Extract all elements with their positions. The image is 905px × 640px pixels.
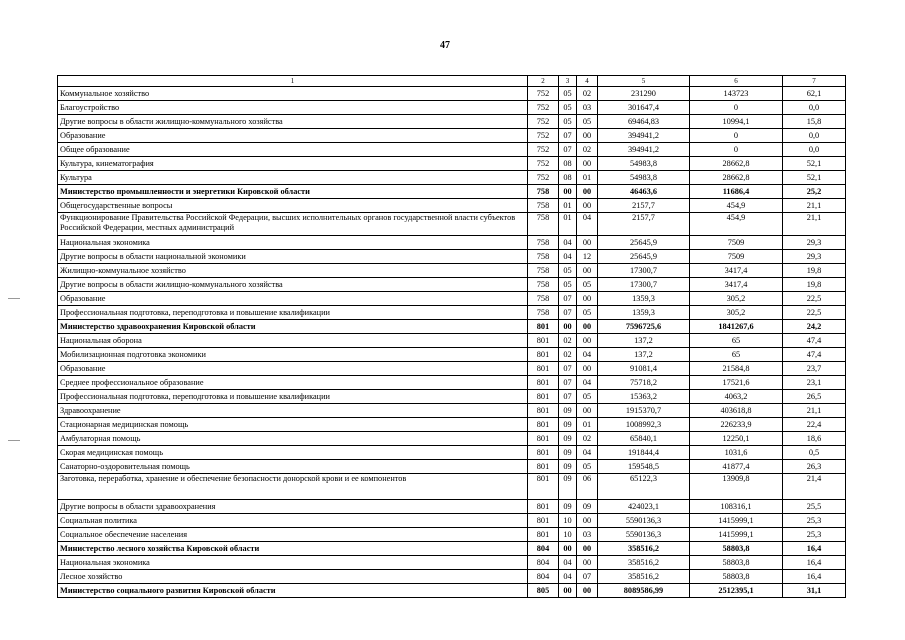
row-name-cell: Другие вопросы в области жилищно-коммунального хозяйства <box>58 278 528 292</box>
plan-amount-cell: 2157,7 <box>598 199 690 213</box>
code-subsection-cell: 00 <box>577 320 598 334</box>
code-admin-cell: 752 <box>528 143 559 157</box>
table-row <box>58 542 846 556</box>
percent-cell: 22,4 <box>783 418 846 432</box>
row-name-cell: Социальное обеспечение населения <box>58 528 528 542</box>
plan-amount-cell: 1359,3 <box>598 306 690 320</box>
actual-amount-cell: 21584,8 <box>690 362 783 376</box>
percent-cell: 21,1 <box>783 213 846 236</box>
code-admin-cell: 801 <box>528 528 559 542</box>
code-admin-cell: 801 <box>528 474 559 500</box>
table-row <box>58 570 846 584</box>
code-section-cell: 09 <box>559 474 577 500</box>
code-subsection-cell: 00 <box>577 404 598 418</box>
code-admin-cell: 801 <box>528 460 559 474</box>
code-subsection-cell: 09 <box>577 500 598 514</box>
code-section-cell: 09 <box>559 432 577 446</box>
code-admin-cell: 805 <box>528 584 559 598</box>
column-header: 3 <box>559 76 577 87</box>
code-admin-cell: 801 <box>528 334 559 348</box>
plan-amount-cell: 25645,9 <box>598 250 690 264</box>
row-name-cell: Функционирование Правительства Российской Федерации, высших исполнительных органов государственной власти субъектов Российской Федерации, местных администраций <box>58 213 528 236</box>
code-subsection-cell: 06 <box>577 474 598 500</box>
column-header: 5 <box>598 76 690 87</box>
table-row <box>58 185 846 199</box>
plan-amount-cell: 191844,4 <box>598 446 690 460</box>
row-name-cell: Национальная экономика <box>58 556 528 570</box>
code-admin-cell: 804 <box>528 542 559 556</box>
percent-cell: 19,8 <box>783 264 846 278</box>
code-subsection-cell: 02 <box>577 143 598 157</box>
row-name-cell: Министерство промышленности и энергетики Кировской области <box>58 185 528 199</box>
row-name-cell: Стационарная медицинская помощь <box>58 418 528 432</box>
code-section-cell: 04 <box>559 236 577 250</box>
code-subsection-cell: 00 <box>577 334 598 348</box>
table-header-row <box>58 76 846 87</box>
code-admin-cell: 758 <box>528 264 559 278</box>
row-name-cell: Благоустройство <box>58 101 528 115</box>
scan-mark <box>8 440 20 441</box>
column-header: 7 <box>783 76 846 87</box>
row-name-cell: Министерство социального развития Кировской области <box>58 584 528 598</box>
row-name-cell: Образование <box>58 292 528 306</box>
percent-cell: 22,5 <box>783 306 846 320</box>
plan-amount-cell: 231290 <box>598 87 690 101</box>
actual-amount-cell: 28662,8 <box>690 171 783 185</box>
code-section-cell: 05 <box>559 87 577 101</box>
percent-cell: 52,1 <box>783 171 846 185</box>
table-row <box>58 157 846 171</box>
code-section-cell: 08 <box>559 171 577 185</box>
actual-amount-cell: 17521,6 <box>690 376 783 390</box>
row-name-cell: Социальная политика <box>58 514 528 528</box>
code-admin-cell: 801 <box>528 446 559 460</box>
code-subsection-cell: 05 <box>577 278 598 292</box>
percent-cell: 19,8 <box>783 278 846 292</box>
actual-amount-cell: 305,2 <box>690 292 783 306</box>
row-name-cell: Мобилизационная подготовка экономики <box>58 348 528 362</box>
percent-cell: 0,0 <box>783 101 846 115</box>
code-subsection-cell: 03 <box>577 528 598 542</box>
row-name-cell: Лесное хозяйство <box>58 570 528 584</box>
table-row <box>58 199 846 213</box>
code-section-cell: 09 <box>559 446 577 460</box>
percent-cell: 62,1 <box>783 87 846 101</box>
actual-amount-cell: 0 <box>690 143 783 157</box>
code-section-cell: 07 <box>559 129 577 143</box>
code-admin-cell: 752 <box>528 115 559 129</box>
code-subsection-cell: 00 <box>577 236 598 250</box>
row-name-cell: Культура <box>58 171 528 185</box>
code-admin-cell: 801 <box>528 376 559 390</box>
table-body <box>58 87 846 598</box>
percent-cell: 26,3 <box>783 460 846 474</box>
code-admin-cell: 758 <box>528 199 559 213</box>
row-name-cell: Заготовка, переработка, хранение и обеспечение безопасности донорской крови и ее компонентов <box>58 474 528 500</box>
plan-amount-cell: 2157,7 <box>598 213 690 236</box>
plan-amount-cell: 358516,2 <box>598 542 690 556</box>
actual-amount-cell: 28662,8 <box>690 157 783 171</box>
row-name-cell: Коммунальное хозяйство <box>58 87 528 101</box>
code-subsection-cell: 07 <box>577 570 598 584</box>
plan-amount-cell: 54983,8 <box>598 171 690 185</box>
plan-amount-cell: 5590136,3 <box>598 528 690 542</box>
plan-amount-cell: 394941,2 <box>598 129 690 143</box>
row-name-cell: Профессиональная подготовка, переподготовка и повышение квалификации <box>58 306 528 320</box>
table-row <box>58 334 846 348</box>
code-subsection-cell: 00 <box>577 292 598 306</box>
row-name-cell: Другие вопросы в области здравоохранения <box>58 500 528 514</box>
plan-amount-cell: 7596725,6 <box>598 320 690 334</box>
code-admin-cell: 752 <box>528 129 559 143</box>
code-admin-cell: 801 <box>528 320 559 334</box>
plan-amount-cell: 65840,1 <box>598 432 690 446</box>
code-admin-cell: 758 <box>528 250 559 264</box>
code-admin-cell: 758 <box>528 213 559 236</box>
code-section-cell: 07 <box>559 292 577 306</box>
row-name-cell: Другие вопросы в области жилищно-коммунального хозяйства <box>58 115 528 129</box>
plan-amount-cell: 17300,7 <box>598 264 690 278</box>
actual-amount-cell: 108316,1 <box>690 500 783 514</box>
actual-amount-cell: 4063,2 <box>690 390 783 404</box>
code-section-cell: 10 <box>559 528 577 542</box>
actual-amount-cell: 13909,8 <box>690 474 783 500</box>
percent-cell: 25,2 <box>783 185 846 199</box>
code-subsection-cell: 03 <box>577 101 598 115</box>
code-subsection-cell: 00 <box>577 157 598 171</box>
code-admin-cell: 752 <box>528 157 559 171</box>
percent-cell: 31,1 <box>783 584 846 598</box>
percent-cell: 16,4 <box>783 570 846 584</box>
code-section-cell: 09 <box>559 460 577 474</box>
code-section-cell: 08 <box>559 157 577 171</box>
code-section-cell: 00 <box>559 320 577 334</box>
plan-amount-cell: 1915370,7 <box>598 404 690 418</box>
code-subsection-cell: 04 <box>577 213 598 236</box>
code-admin-cell: 801 <box>528 432 559 446</box>
actual-amount-cell: 226233,9 <box>690 418 783 432</box>
actual-amount-cell: 41877,4 <box>690 460 783 474</box>
table-row <box>58 474 846 500</box>
code-admin-cell: 758 <box>528 236 559 250</box>
plan-amount-cell: 301647,4 <box>598 101 690 115</box>
page-number: 47 <box>440 40 450 51</box>
row-name-cell: Профессиональная подготовка, переподготовка и повышение квалификации <box>58 390 528 404</box>
actual-amount-cell: 1415999,1 <box>690 514 783 528</box>
code-admin-cell: 801 <box>528 500 559 514</box>
table-row <box>58 390 846 404</box>
actual-amount-cell: 58803,8 <box>690 542 783 556</box>
table-row <box>58 362 846 376</box>
plan-amount-cell: 17300,7 <box>598 278 690 292</box>
code-subsection-cell: 00 <box>577 556 598 570</box>
row-name-cell: Среднее профессиональное образование <box>58 376 528 390</box>
plan-amount-cell: 1359,3 <box>598 292 690 306</box>
percent-cell: 23,1 <box>783 376 846 390</box>
code-subsection-cell: 02 <box>577 87 598 101</box>
code-section-cell: 07 <box>559 143 577 157</box>
code-section-cell: 01 <box>559 199 577 213</box>
code-subsection-cell: 12 <box>577 250 598 264</box>
percent-cell: 23,7 <box>783 362 846 376</box>
plan-amount-cell: 137,2 <box>598 348 690 362</box>
plan-amount-cell: 424023,1 <box>598 500 690 514</box>
table-row <box>58 404 846 418</box>
code-subsection-cell: 01 <box>577 418 598 432</box>
row-name-cell: Образование <box>58 129 528 143</box>
column-header: 1 <box>58 76 528 87</box>
code-section-cell: 04 <box>559 556 577 570</box>
actual-amount-cell: 454,9 <box>690 199 783 213</box>
table-row <box>58 460 846 474</box>
code-section-cell: 00 <box>559 542 577 556</box>
actual-amount-cell: 7509 <box>690 236 783 250</box>
actual-amount-cell: 1841267,6 <box>690 320 783 334</box>
table-row <box>58 500 846 514</box>
percent-cell: 0,0 <box>783 129 846 143</box>
row-name-cell: Общее образование <box>58 143 528 157</box>
actual-amount-cell: 7509 <box>690 250 783 264</box>
actual-amount-cell: 58803,8 <box>690 570 783 584</box>
table-row <box>58 213 846 236</box>
plan-amount-cell: 69464,83 <box>598 115 690 129</box>
code-section-cell: 00 <box>559 584 577 598</box>
actual-amount-cell: 3417,4 <box>690 264 783 278</box>
table-row <box>58 514 846 528</box>
code-subsection-cell: 00 <box>577 514 598 528</box>
actual-amount-cell: 58803,8 <box>690 556 783 570</box>
percent-cell: 47,4 <box>783 334 846 348</box>
actual-amount-cell: 1031,6 <box>690 446 783 460</box>
code-subsection-cell: 01 <box>577 171 598 185</box>
actual-amount-cell: 143723 <box>690 87 783 101</box>
table-row <box>58 432 846 446</box>
code-section-cell: 05 <box>559 278 577 292</box>
percent-cell: 0,0 <box>783 143 846 157</box>
percent-cell: 25,5 <box>783 500 846 514</box>
code-section-cell: 07 <box>559 362 577 376</box>
actual-amount-cell: 3417,4 <box>690 278 783 292</box>
plan-amount-cell: 65122,3 <box>598 474 690 500</box>
table-row <box>58 171 846 185</box>
percent-cell: 22,5 <box>783 292 846 306</box>
code-section-cell: 07 <box>559 390 577 404</box>
code-admin-cell: 758 <box>528 306 559 320</box>
percent-cell: 21,4 <box>783 474 846 500</box>
code-subsection-cell: 05 <box>577 460 598 474</box>
row-name-cell: Скорая медицинская помощь <box>58 446 528 460</box>
code-subsection-cell: 05 <box>577 115 598 129</box>
actual-amount-cell: 11686,4 <box>690 185 783 199</box>
code-section-cell: 04 <box>559 250 577 264</box>
code-section-cell: 00 <box>559 185 577 199</box>
column-header: 2 <box>528 76 559 87</box>
code-admin-cell: 758 <box>528 185 559 199</box>
column-header: 6 <box>690 76 783 87</box>
actual-amount-cell: 1415999,1 <box>690 528 783 542</box>
code-section-cell: 05 <box>559 101 577 115</box>
plan-amount-cell: 5590136,3 <box>598 514 690 528</box>
code-admin-cell: 758 <box>528 292 559 306</box>
percent-cell: 21,1 <box>783 404 846 418</box>
plan-amount-cell: 8089586,99 <box>598 584 690 598</box>
table-row <box>58 278 846 292</box>
code-subsection-cell: 04 <box>577 446 598 460</box>
code-section-cell: 04 <box>559 570 577 584</box>
row-name-cell: Санаторно-оздоровительная помощь <box>58 460 528 474</box>
table-row <box>58 418 846 432</box>
table-row <box>58 264 846 278</box>
percent-cell: 29,3 <box>783 236 846 250</box>
code-subsection-cell: 02 <box>577 432 598 446</box>
budget-table-container <box>57 75 846 598</box>
row-name-cell: Министерство здравоохранения Кировской области <box>58 320 528 334</box>
table-row <box>58 320 846 334</box>
plan-amount-cell: 15363,2 <box>598 390 690 404</box>
percent-cell: 52,1 <box>783 157 846 171</box>
code-subsection-cell: 04 <box>577 376 598 390</box>
table-row <box>58 348 846 362</box>
plan-amount-cell: 91081,4 <box>598 362 690 376</box>
code-admin-cell: 752 <box>528 87 559 101</box>
code-subsection-cell: 00 <box>577 199 598 213</box>
plan-amount-cell: 25645,9 <box>598 236 690 250</box>
plan-amount-cell: 358516,2 <box>598 570 690 584</box>
actual-amount-cell: 65 <box>690 334 783 348</box>
actual-amount-cell: 0 <box>690 101 783 115</box>
table-row <box>58 446 846 460</box>
table-row <box>58 101 846 115</box>
actual-amount-cell: 454,9 <box>690 213 783 236</box>
table-row <box>58 292 846 306</box>
actual-amount-cell: 10994,1 <box>690 115 783 129</box>
actual-amount-cell: 2512395,1 <box>690 584 783 598</box>
row-name-cell: Другие вопросы в области национальной экономики <box>58 250 528 264</box>
code-admin-cell: 804 <box>528 570 559 584</box>
table-row <box>58 556 846 570</box>
plan-amount-cell: 54983,8 <box>598 157 690 171</box>
row-name-cell: Министерство лесного хозяйства Кировской области <box>58 542 528 556</box>
code-subsection-cell: 00 <box>577 129 598 143</box>
percent-cell: 16,4 <box>783 542 846 556</box>
percent-cell: 24,2 <box>783 320 846 334</box>
code-subsection-cell: 04 <box>577 348 598 362</box>
code-subsection-cell: 05 <box>577 306 598 320</box>
code-section-cell: 09 <box>559 500 577 514</box>
code-section-cell: 09 <box>559 418 577 432</box>
percent-cell: 26,5 <box>783 390 846 404</box>
row-name-cell: Здравоохранение <box>58 404 528 418</box>
percent-cell: 25,3 <box>783 528 846 542</box>
actual-amount-cell: 0 <box>690 129 783 143</box>
plan-amount-cell: 159548,5 <box>598 460 690 474</box>
code-subsection-cell: 05 <box>577 390 598 404</box>
code-subsection-cell: 00 <box>577 264 598 278</box>
code-admin-cell: 801 <box>528 348 559 362</box>
row-name-cell: Амбулаторная помощь <box>58 432 528 446</box>
percent-cell: 21,1 <box>783 199 846 213</box>
code-section-cell: 02 <box>559 334 577 348</box>
scan-mark <box>8 298 20 299</box>
code-subsection-cell: 00 <box>577 542 598 556</box>
table-row <box>58 250 846 264</box>
table-row <box>58 87 846 101</box>
actual-amount-cell: 403618,8 <box>690 404 783 418</box>
code-subsection-cell: 00 <box>577 362 598 376</box>
code-section-cell: 02 <box>559 348 577 362</box>
code-admin-cell: 801 <box>528 404 559 418</box>
table-row <box>58 115 846 129</box>
code-subsection-cell: 00 <box>577 584 598 598</box>
row-name-cell: Общегосударственные вопросы <box>58 199 528 213</box>
code-subsection-cell: 00 <box>577 185 598 199</box>
table-row <box>58 236 846 250</box>
code-section-cell: 07 <box>559 376 577 390</box>
plan-amount-cell: 394941,2 <box>598 143 690 157</box>
plan-amount-cell: 46463,6 <box>598 185 690 199</box>
actual-amount-cell: 305,2 <box>690 306 783 320</box>
table-row <box>58 528 846 542</box>
percent-cell: 15,8 <box>783 115 846 129</box>
percent-cell: 47,4 <box>783 348 846 362</box>
actual-amount-cell: 65 <box>690 348 783 362</box>
table-row <box>58 306 846 320</box>
code-admin-cell: 752 <box>528 101 559 115</box>
code-section-cell: 05 <box>559 264 577 278</box>
code-section-cell: 05 <box>559 115 577 129</box>
code-admin-cell: 758 <box>528 278 559 292</box>
table-row <box>58 584 846 598</box>
plan-amount-cell: 1008992,3 <box>598 418 690 432</box>
code-admin-cell: 801 <box>528 390 559 404</box>
code-section-cell: 10 <box>559 514 577 528</box>
row-name-cell: Образование <box>58 362 528 376</box>
row-name-cell: Культура, кинематография <box>58 157 528 171</box>
row-name-cell: Жилищно-коммунальное хозяйство <box>58 264 528 278</box>
percent-cell: 16,4 <box>783 556 846 570</box>
budget-table <box>57 75 846 598</box>
column-header: 4 <box>577 76 598 87</box>
code-admin-cell: 801 <box>528 362 559 376</box>
code-section-cell: 01 <box>559 213 577 236</box>
code-admin-cell: 801 <box>528 514 559 528</box>
table-row <box>58 376 846 390</box>
code-section-cell: 09 <box>559 404 577 418</box>
plan-amount-cell: 358516,2 <box>598 556 690 570</box>
table-row <box>58 129 846 143</box>
code-section-cell: 07 <box>559 306 577 320</box>
percent-cell: 18,6 <box>783 432 846 446</box>
code-admin-cell: 752 <box>528 171 559 185</box>
plan-amount-cell: 75718,2 <box>598 376 690 390</box>
code-admin-cell: 804 <box>528 556 559 570</box>
actual-amount-cell: 12250,1 <box>690 432 783 446</box>
percent-cell: 0,5 <box>783 446 846 460</box>
row-name-cell: Национальная экономика <box>58 236 528 250</box>
row-name-cell: Национальная оборона <box>58 334 528 348</box>
plan-amount-cell: 137,2 <box>598 334 690 348</box>
percent-cell: 29,3 <box>783 250 846 264</box>
percent-cell: 25,3 <box>783 514 846 528</box>
table-row <box>58 143 846 157</box>
code-admin-cell: 801 <box>528 418 559 432</box>
